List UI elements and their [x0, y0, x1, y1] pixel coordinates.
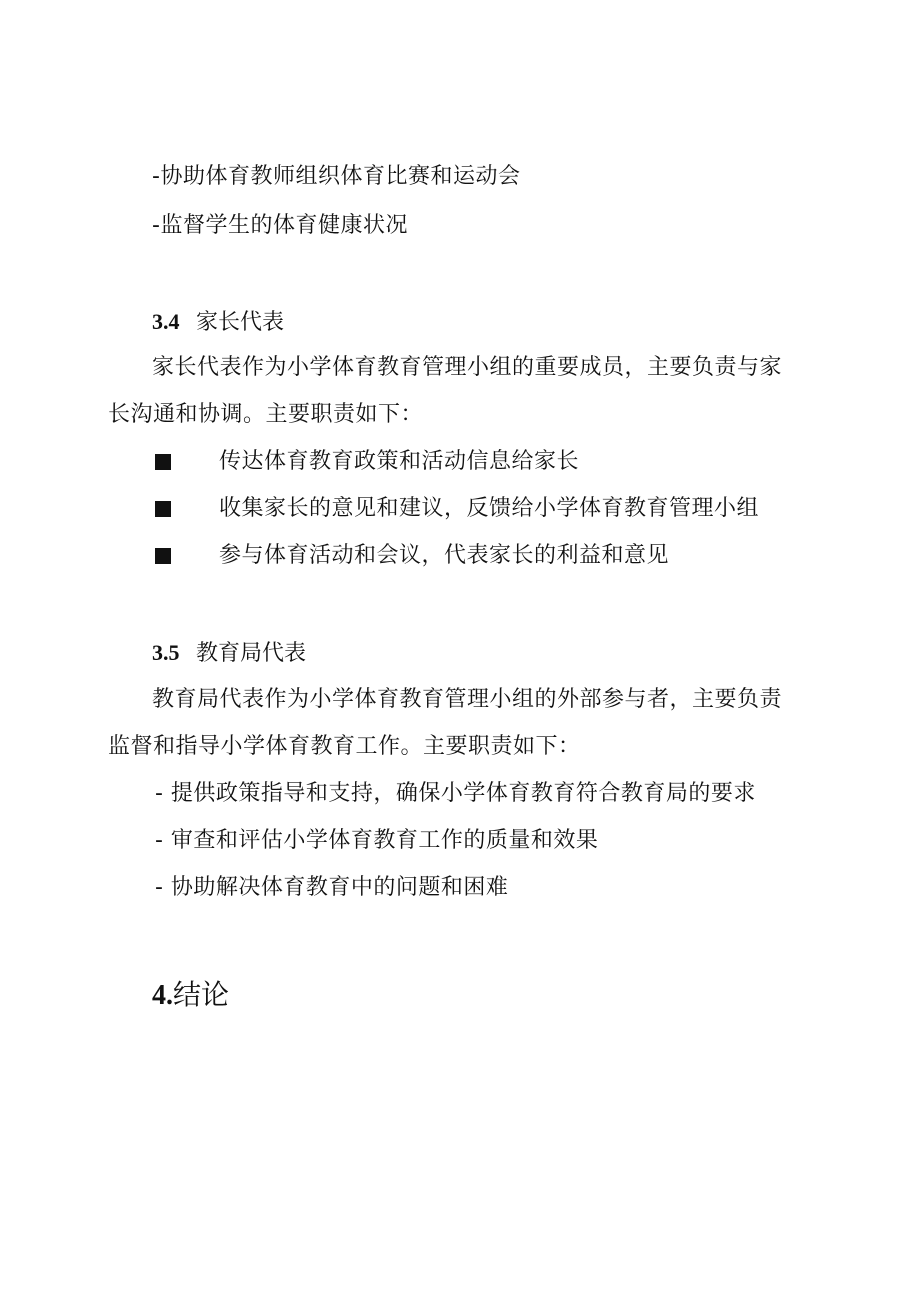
list-item: - 审查和评估小学体育教育工作的质量和效果 [155, 828, 599, 853]
section-heading-3-5 [152, 638, 306, 669]
section-number: 3.4 [152, 309, 180, 334]
section-title: 家长代表 [196, 310, 285, 335]
chapter-heading-4 [152, 977, 229, 1014]
list-item [155, 541, 855, 571]
paragraph-line: 家长代表作为小学体育教育管理小组的重要成员，主要负责与家 [152, 355, 783, 380]
chapter-number: 4. [152, 980, 173, 1011]
section-title: 教育局代表 [196, 641, 307, 666]
paragraph-line: 监督和指导小学体育教育工作。主要职责如下： [108, 734, 581, 759]
list-item [155, 447, 855, 477]
chapter-title: 结论 [173, 978, 230, 1011]
list-item-text: 传达体育教育政策和活动信息给家长 [219, 449, 580, 474]
section-heading-3-4 [152, 307, 284, 338]
square-bullet-icon [155, 454, 171, 470]
paragraph-line: 教育局代表作为小学体育教育管理小组的外部参与者，主要负责 [152, 687, 783, 712]
list-item-text: 收集家长的意见和建议，反馈给小学体育教育管理小组 [219, 496, 760, 521]
list-item: - 提供政策指导和支持，确保小学体育教育符合教育局的要求 [155, 781, 756, 806]
list-item: -协助体育教师组织体育比赛和运动会 [152, 164, 521, 189]
list-item [155, 494, 855, 524]
square-bullet-icon [155, 548, 171, 564]
list-item: - 协助解决体育教育中的问题和困难 [155, 875, 509, 900]
section-number: 3.5 [152, 640, 180, 665]
list-item: -监督学生的体育健康状况 [152, 213, 408, 238]
square-bullet-icon [155, 501, 171, 517]
list-item-text: 参与体育活动和会议，代表家长的利益和意见 [219, 543, 670, 568]
paragraph-line: 长沟通和协调。主要职责如下： [108, 402, 424, 427]
